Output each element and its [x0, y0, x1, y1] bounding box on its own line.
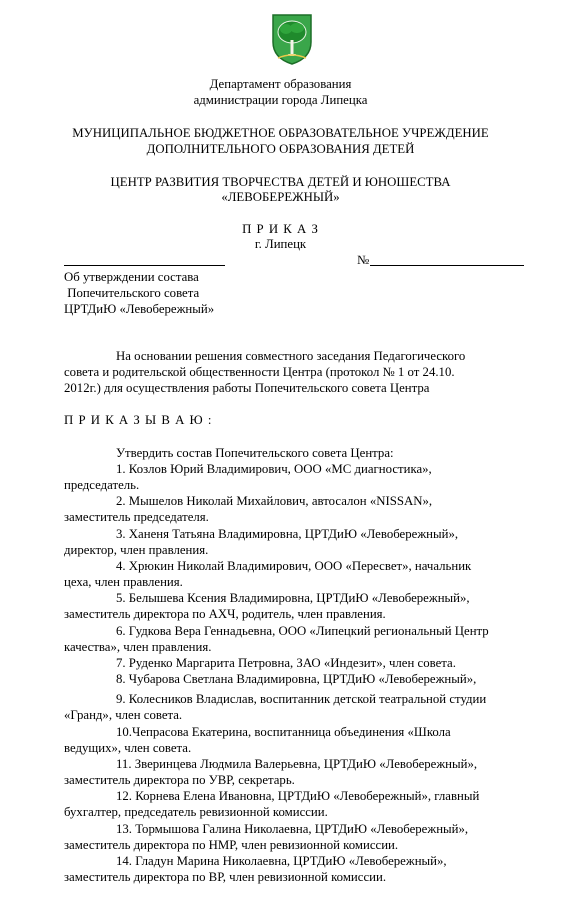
- list-intro: Утвердить состав Попечительского совета Центра:: [116, 446, 394, 460]
- center-title-line-1: ЦЕНТР РАЗВИТИЯ ТВОРЧЕСТВА ДЕТЕЙ И ЮНОШЕСТВА: [110, 175, 451, 189]
- list-item-9-line-1: 9. Колесников Владислав, воспитанник детской театральной студии: [116, 692, 487, 706]
- department-line-1: Департамент образования: [209, 77, 352, 91]
- organization-title-line-1: МУНИЦИПАЛЬНОЕ БЮДЖЕТНОЕ ОБРАЗОВАТЕЛЬНОЕ УЧРЕЖДЕНИЕ: [72, 126, 489, 140]
- department-line-2: администрации города Липецка: [193, 93, 368, 107]
- list-item-5-line-1: 5. Белышева Ксения Владимировна, ЦРТДиЮ «Левобережный»,: [116, 591, 470, 605]
- list-item-14-line-1: 14. Гладун Марина Николаевна, ЦРТДиЮ «Левобережный»,: [116, 854, 447, 868]
- list-item-7-line-1: 7. Руденко Маргарита Петровна, ЗАО «Индезит», член совета.: [116, 656, 456, 670]
- list-item-8-line-1: 8. Чубарова Светлана Владимировна, ЦРТДиЮ «Левобережный»,: [116, 672, 477, 686]
- order-number-blank-line: [370, 265, 524, 266]
- list-item-13-line-1: 13. Тормышова Галина Николаевна, ЦРТДиЮ «Левобережный»,: [116, 822, 469, 836]
- city: г. Липецк: [254, 237, 307, 251]
- list-item-3-line-2: директор, член правления.: [64, 543, 209, 557]
- list-item-11-line-1: 11. Зверинцева Людмила Валерьевна, ЦРТДиЮ «Левобережный»,: [116, 757, 478, 771]
- organization-title-line-2: ДОПОЛНИТЕЛЬНОГО ОБРАЗОВАНИЯ ДЕТЕЙ: [146, 142, 415, 156]
- list-item-9-line-2: «Гранд», член совета.: [64, 708, 183, 722]
- list-item-1-line-1: 1. Козлов Юрий Владимирович, ООО «МС диагностика»,: [116, 462, 432, 476]
- subject-line-2: Попечительского совета: [64, 286, 200, 300]
- list-item-10-line-1: 10.Чепрасова Екатерина, воспитанница объединения «Школа: [116, 725, 451, 739]
- list-item-13-line-2: заместитель директора по НМР, член ревизионной комиссии.: [64, 838, 399, 852]
- list-item-5-line-2: заместитель директора по АХЧ, родитель, член правления.: [64, 607, 386, 621]
- list-item-3-line-1: 3. Ханеня Татьяна Владимировна, ЦРТДиЮ «Левобережный»,: [116, 527, 459, 541]
- list-item-2-line-1: 2. Мышелов Николай Михайлович, автосалон «NISSAN»,: [116, 494, 433, 508]
- list-item-2-line-2: заместитель председателя.: [64, 510, 209, 524]
- list-item-4-line-2: цеха, член правления.: [64, 575, 183, 589]
- list-item-10-line-2: ведущих», член совета.: [64, 741, 192, 755]
- list-item-12-line-2: бухгалтер, председатель ревизионной комиссии.: [64, 805, 328, 819]
- list-item-11-line-2: заместитель директора по УВР, секретарь.: [64, 773, 295, 787]
- list-item-14-line-2: заместитель директора по ВР, член ревизионной комиссии.: [64, 870, 387, 884]
- list-item-4-line-1: 4. Хрюкин Николай Владимирович, ООО «Пересвет», начальник: [116, 559, 472, 573]
- order-word: П Р И К А З Ы В А Ю :: [64, 413, 213, 427]
- list-item-6-line-2: качества», член правления.: [64, 640, 212, 654]
- center-title-line-2: «ЛЕВОБЕРЕЖНЫЙ»: [221, 190, 340, 204]
- list-item-1-line-2: председатель.: [64, 478, 140, 492]
- list-item-6-line-1: 6. Гудкова Вера Геннадьевна, ООО «Липецкий региональный Центр: [116, 624, 489, 638]
- basis-line-1: На основании решения совместного заседания Педагогического: [116, 349, 466, 363]
- document-type: П Р И К А З: [242, 222, 319, 236]
- order-number-label: №: [357, 253, 370, 267]
- list-item-12-line-1: 12. Корнева Елена Ивановна, ЦРТДиЮ «Левобережный», главный: [116, 789, 480, 803]
- subject-line-3: ЦРТДиЮ «Левобережный»: [64, 302, 215, 316]
- subject-line-1: Об утверждении состава: [64, 270, 199, 284]
- date-blank-line: [64, 265, 225, 266]
- coat-of-arms-icon: [270, 12, 314, 66]
- basis-line-2: совета и родительской общественности Центра (протокол № 1 от 24.10.: [64, 365, 455, 379]
- basis-line-3: 2012г.) для осуществления работы Попечительского совета Центра: [64, 381, 430, 395]
